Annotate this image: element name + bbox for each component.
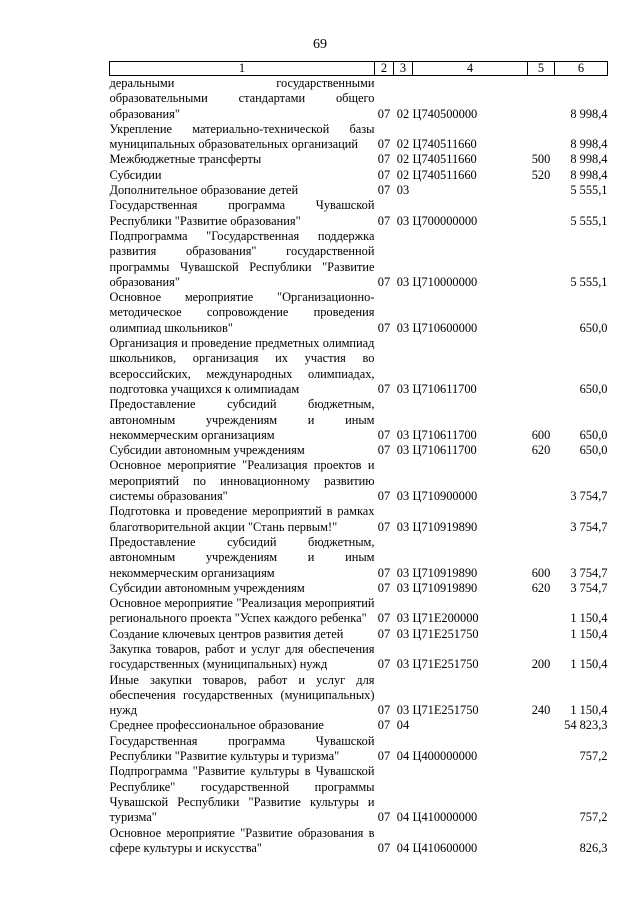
table-row (110, 764, 608, 825)
budget-table (109, 61, 608, 856)
row-target-code (413, 718, 528, 733)
row-expense-type (528, 764, 555, 825)
table-row (110, 76, 608, 122)
table-row (110, 183, 608, 198)
table-row (110, 504, 608, 535)
row-name: Подпрограмма "Развитие культуры в Чувашской Республике" государственной программы Чувашской Республики "Развитие культуры и туризма" (109, 764, 375, 825)
row-target-code: Ц71Е251750 (412, 703, 479, 718)
table-body (110, 76, 608, 857)
row-name: Субсидии автономным учреждениям (109, 443, 305, 458)
table-row (110, 443, 608, 458)
column-header: 3 (394, 62, 413, 76)
row-subsection: 03 (396, 443, 410, 458)
row-expense-type: 500 (531, 152, 551, 167)
row-name: деральными государственными образовательными стандартами общего образования" (109, 76, 375, 121)
row-expense-type (528, 76, 555, 122)
table-row (110, 581, 608, 596)
row-subsection: 03 (396, 213, 410, 228)
row-target-code: Ц710611700 (412, 381, 477, 396)
row-subsection: 03 (396, 580, 410, 595)
row-subsection: 02 (396, 152, 410, 167)
row-section: 07 (377, 427, 391, 442)
table-row (110, 718, 608, 733)
row-amount: 5 555,1 (570, 213, 608, 228)
column-header: 4 (413, 62, 528, 76)
row-amount: 650,0 (579, 443, 608, 458)
row-name: Субсидии автономным учреждениям (109, 580, 305, 595)
row-section: 07 (377, 381, 391, 396)
row-expense-type (528, 504, 555, 535)
row-subsection: 03 (396, 320, 410, 335)
row-target-code: Ц710611700 (412, 443, 477, 458)
row-section: 07 (377, 810, 391, 825)
row-section: 07 (377, 137, 391, 152)
row-subsection: 04 (396, 749, 410, 764)
row-subsection: 02 (396, 106, 410, 121)
row-subsection: 03 (396, 626, 410, 641)
row-name: Иные закупки товаров, работ и услуг для обеспечения государственных (муниципальных) нужд (109, 672, 375, 718)
row-expense-type: 600 (531, 427, 551, 442)
row-expense-type (528, 826, 555, 857)
row-expense-type (528, 198, 555, 229)
row-subsection: 03 (396, 489, 410, 504)
row-amount: 8 998,4 (570, 152, 608, 167)
row-expense-type (528, 229, 555, 290)
row-target-code: Ц71Е251750 (412, 626, 479, 641)
row-subsection: 03 (396, 611, 410, 626)
row-amount: 54 823,3 (564, 718, 608, 733)
row-name: Организация и проведение предметных олимпиад школьников, организация их участия во всероссийских, международных олимпиадах, подготовка учащихся к олимпиадам (109, 336, 375, 396)
row-name: Основное мероприятие "Организационно-методическое сопровождение проведения олимпиад школьников" (109, 290, 375, 335)
row-expense-type: 620 (531, 580, 551, 595)
table-row (110, 627, 608, 642)
row-amount: 3 754,7 (570, 580, 608, 595)
row-target-code: Ц740500000 (412, 106, 478, 121)
column-header: 2 (375, 62, 394, 76)
row-expense-type: 600 (531, 565, 551, 580)
table-row (110, 734, 608, 765)
row-subsection: 03 (396, 703, 410, 718)
row-section: 07 (377, 657, 391, 672)
row-subsection: 04 (396, 718, 410, 733)
row-target-code: Ц740511660 (412, 137, 477, 152)
table-row (110, 229, 608, 290)
row-amount: 3 754,7 (570, 565, 608, 580)
row-section: 07 (377, 274, 391, 289)
row-target-code: Ц400000000 (412, 749, 478, 764)
row-subsection: 02 (396, 137, 410, 152)
row-subsection: 03 (396, 519, 410, 534)
row-expense-type: 240 (531, 703, 551, 718)
row-name: Государственная программа Чувашской Республики "Развитие культуры и туризма" (109, 733, 375, 764)
row-target-code: Ц710919890 (412, 580, 478, 595)
row-target-code: Ц710600000 (412, 320, 478, 335)
row-target-code: Ц710919890 (412, 519, 478, 534)
row-subsection: 03 (396, 657, 410, 672)
row-section: 07 (377, 106, 391, 121)
row-amount: 3 754,7 (570, 489, 608, 504)
row-name: Основное мероприятие "Реализация проектов и мероприятий по инновационному развитию системы образования" (109, 458, 375, 504)
table-row (110, 397, 608, 443)
row-expense-type (528, 458, 555, 504)
row-target-code (413, 183, 528, 198)
row-target-code: Ц710919890 (412, 565, 478, 580)
row-subsection: 03 (396, 274, 410, 289)
row-name: Предоставление субсидий бюджетным, автономным учреждениям и иным некоммерческим организациям (109, 397, 375, 442)
row-name: Основное мероприятие "Реализация мероприятий регионального проекта "Успех каждого ребенка" (109, 596, 375, 626)
row-amount: 650,0 (579, 381, 608, 396)
row-subsection: 03 (396, 565, 410, 580)
row-subsection: 03 (396, 381, 410, 396)
table-header (110, 62, 608, 76)
row-section: 07 (377, 519, 391, 534)
row-name: Создание ключевых центров развития детей (109, 626, 344, 641)
row-amount: 1 150,4 (570, 611, 608, 626)
table-row (110, 290, 608, 336)
row-section: 07 (377, 213, 391, 228)
row-amount: 8 998,4 (570, 137, 608, 152)
table-row (110, 122, 608, 153)
row-amount: 1 150,4 (570, 657, 608, 672)
row-amount: 757,2 (579, 749, 608, 764)
row-subsection: 02 (396, 167, 410, 182)
row-expense-type (528, 734, 555, 765)
row-target-code: Ц410600000 (412, 840, 478, 855)
table-row (110, 198, 608, 229)
header-row (110, 62, 608, 76)
row-name: Среднее профессиональное образование (109, 718, 324, 733)
row-subsection: 03 (396, 183, 410, 198)
table-row (110, 168, 608, 183)
row-section: 07 (377, 167, 391, 182)
row-section: 07 (377, 626, 391, 641)
row-expense-type (528, 627, 555, 642)
row-section: 07 (377, 703, 391, 718)
row-target-code: Ц710000000 (412, 274, 478, 289)
row-section: 07 (377, 580, 391, 595)
row-name: Предоставление субсидий бюджетным, автономным учреждениям и иным некоммерческим организациям (109, 534, 375, 580)
table-row (110, 336, 608, 397)
row-name: Дополнительное образование детей (109, 183, 299, 198)
row-section: 07 (377, 443, 391, 458)
row-target-code: Ц740511660 (412, 167, 477, 182)
row-expense-type (528, 183, 555, 198)
row-expense-type (528, 596, 555, 627)
row-section: 07 (377, 565, 391, 580)
row-target-code: Ц71Е251750 (412, 657, 479, 672)
row-name: Подготовка и проведение мероприятий в рамках благотворительной акции "Стань первым!" (109, 504, 375, 534)
row-section: 07 (377, 183, 391, 198)
row-target-code: Ц710611700 (412, 427, 477, 442)
row-expense-type (528, 290, 555, 336)
row-section: 07 (377, 718, 391, 733)
column-header: 6 (555, 62, 608, 76)
row-section: 07 (377, 320, 391, 335)
row-expense-type: 520 (531, 167, 551, 182)
row-name: Укрепление материально-технической базы муниципальных образовательных организаций (109, 121, 375, 152)
row-section: 07 (377, 489, 391, 504)
row-amount: 1 150,4 (570, 703, 608, 718)
table-row (110, 458, 608, 504)
row-name: Закупка товаров, работ и услуг для обеспечения государственных (муниципальных) нужд (109, 641, 375, 672)
row-name: Межбюджетные трансферты (109, 152, 262, 167)
row-amount: 8 998,4 (570, 167, 608, 182)
row-name: Государственная программа Чувашской Республики "Развитие образования" (109, 198, 375, 228)
row-target-code: Ц410000000 (412, 810, 478, 825)
row-amount: 1 150,4 (570, 626, 608, 641)
table-row (110, 152, 608, 167)
row-target-code: Ц71Е200000 (412, 611, 479, 626)
row-subsection: 04 (396, 810, 410, 825)
row-amount: 650,0 (579, 320, 608, 335)
row-expense-type: 620 (531, 443, 551, 458)
row-expense-type (528, 718, 555, 733)
row-amount: 8 998,4 (570, 106, 608, 121)
table-row (110, 826, 608, 857)
row-amount: 757,2 (579, 810, 608, 825)
page-number: 69 (313, 37, 327, 52)
row-amount: 5 555,1 (570, 183, 608, 198)
row-expense-type: 200 (531, 657, 551, 672)
table-row (110, 673, 608, 719)
row-name: Подпрограмма "Государственная поддержка развития образования" государственной программы Чувашской Республики "Развитие образования" (109, 228, 375, 289)
row-target-code: Ц740511660 (412, 152, 477, 167)
row-expense-type (528, 336, 555, 397)
row-name: Субсидии (109, 167, 162, 182)
row-section: 07 (377, 152, 391, 167)
column-header: 5 (528, 62, 555, 76)
row-subsection: 04 (396, 840, 410, 855)
row-subsection: 03 (396, 427, 410, 442)
table-row (110, 535, 608, 581)
row-amount: 5 555,1 (570, 274, 608, 289)
table-row (110, 642, 608, 673)
row-amount: 826,3 (579, 840, 608, 855)
column-header: 1 (110, 62, 375, 76)
row-expense-type (528, 122, 555, 153)
row-target-code: Ц700000000 (412, 213, 478, 228)
row-section: 07 (377, 840, 391, 855)
row-name: Основное мероприятие "Развитие образования в сфере культуры и искусства" (109, 825, 375, 855)
row-section: 07 (377, 749, 391, 764)
row-section: 07 (377, 611, 391, 626)
row-target-code: Ц710900000 (412, 489, 478, 504)
table-row (110, 596, 608, 627)
row-amount: 3 754,7 (570, 519, 608, 534)
row-amount: 650,0 (579, 427, 608, 442)
